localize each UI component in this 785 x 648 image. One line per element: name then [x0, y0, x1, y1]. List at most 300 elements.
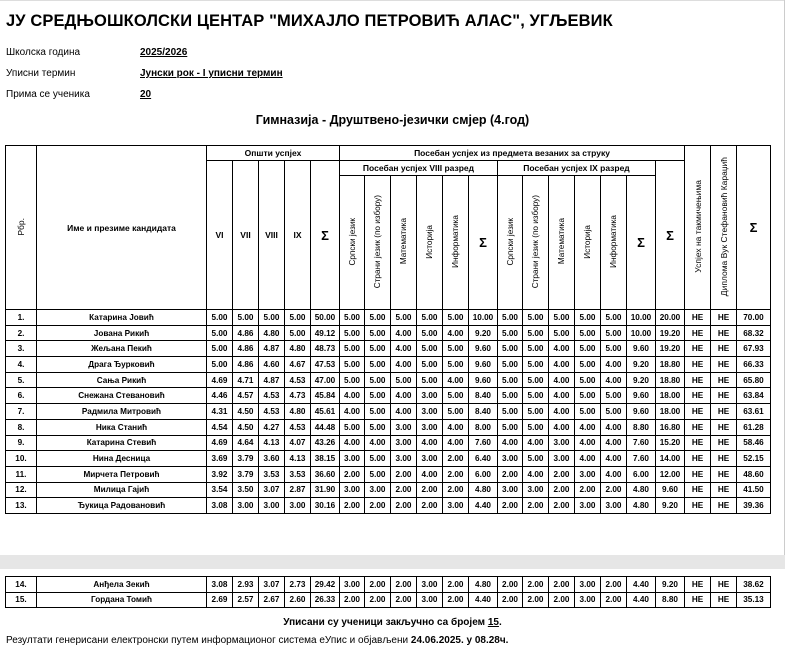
- cell-special8: 3.00: [417, 592, 443, 608]
- cell-general: 4.50: [233, 404, 259, 420]
- cell-competitions: НЕ: [685, 357, 711, 373]
- cell-name: Снежана Стевановић: [37, 388, 207, 404]
- cell-general: 4.69: [207, 372, 233, 388]
- cell-general: 2.93: [233, 577, 259, 593]
- cell-total: 52.15: [737, 451, 771, 467]
- cell-special9: 3.00: [549, 435, 575, 451]
- cell-special9: 2.00: [601, 482, 627, 498]
- cell-general: 3.53: [285, 466, 311, 482]
- cell-general: 3.00: [233, 498, 259, 514]
- cell-special9: 9.60: [627, 404, 656, 420]
- cell-general: 4.86: [233, 341, 259, 357]
- cell-special8: 3.00: [340, 577, 365, 593]
- cell-general: 4.13: [285, 451, 311, 467]
- cell-general: 4.86: [233, 325, 259, 341]
- cell-rb: 7.: [6, 404, 37, 420]
- cell-rb: 2.: [6, 325, 37, 341]
- cell-special8: 3.00: [340, 451, 365, 467]
- cell-name: Катарина Стевић: [37, 435, 207, 451]
- table-row: [6, 404, 771, 420]
- cell-rb: 11.: [6, 466, 37, 482]
- cell-special8: 5.00: [417, 357, 443, 373]
- cell-name: Милица Гајић: [37, 482, 207, 498]
- cell-general: 4.50: [233, 419, 259, 435]
- cell-special8: 9.60: [469, 372, 498, 388]
- cell-general: 3.08: [207, 498, 233, 514]
- header-special-sigma: Σ: [656, 161, 685, 310]
- cell-special9: 4.00: [575, 435, 601, 451]
- table-row: [6, 435, 771, 451]
- cell-special9: 3.00: [575, 466, 601, 482]
- header-special8: Посебан успјех VIII разред: [340, 161, 498, 176]
- table-row: [6, 357, 771, 373]
- cell-rb: 4.: [6, 357, 37, 373]
- cell-general: 4.87: [259, 372, 285, 388]
- results-table: [5, 145, 771, 514]
- cell-special9: 5.00: [601, 325, 627, 341]
- cell-special9: 7.60: [627, 451, 656, 467]
- cell-diploma: НЕ: [711, 498, 737, 514]
- cell-general: 4.87: [259, 341, 285, 357]
- cell-diploma: НЕ: [711, 419, 737, 435]
- cell-name: Анђела Зекић: [37, 577, 207, 593]
- cell-special8: 3.00: [391, 435, 417, 451]
- cell-special8: 4.00: [340, 388, 365, 404]
- cell-special8: 7.60: [469, 435, 498, 451]
- cell-competitions: НЕ: [685, 372, 711, 388]
- cell-special8: 2.00: [340, 592, 365, 608]
- table-row: [6, 325, 771, 341]
- header-competitions: Успјех на такмичењима: [685, 146, 711, 310]
- cell-general: 31.90: [311, 482, 340, 498]
- cell-special8: 5.00: [365, 357, 391, 373]
- info-accepted-count: [6, 89, 152, 100]
- cell-special8: 5.00: [443, 310, 469, 326]
- table-row: [6, 498, 771, 514]
- cell-special9: 2.00: [601, 577, 627, 593]
- cell-special8: 5.00: [365, 451, 391, 467]
- cell-general: 5.00: [285, 310, 311, 326]
- cell-special8: 5.00: [365, 341, 391, 357]
- cell-total: 65.80: [737, 372, 771, 388]
- cell-general: 5.00: [259, 310, 285, 326]
- cell-special8: 5.00: [365, 388, 391, 404]
- cell-special8: 4.00: [391, 404, 417, 420]
- cell-general: 45.61: [311, 404, 340, 420]
- cell-total: 38.62: [737, 577, 771, 593]
- cell-name: Ника Станић: [37, 419, 207, 435]
- cell-rb: 12.: [6, 482, 37, 498]
- cell-special8: 3.00: [417, 451, 443, 467]
- generated-date: 24.06.2025. у 08.28ч.: [410, 635, 509, 646]
- cell-general: 4.53: [285, 372, 311, 388]
- cell-special9: 9.60: [627, 341, 656, 357]
- cell-special9: 2.00: [523, 498, 549, 514]
- cell-special9: 4.00: [523, 466, 549, 482]
- cell-general: 2.57: [233, 592, 259, 608]
- cell-special9: 2.00: [549, 498, 575, 514]
- cell-special9: 9.60: [627, 388, 656, 404]
- cell-special8: 4.00: [340, 404, 365, 420]
- cell-special9: 5.00: [549, 325, 575, 341]
- cell-general: 5.00: [233, 310, 259, 326]
- cell-special9: 4.00: [575, 451, 601, 467]
- cell-special8: 3.00: [417, 577, 443, 593]
- cell-special8: 2.00: [443, 482, 469, 498]
- info-label: Прима се ученика: [6, 89, 90, 100]
- cell-general: 4.69: [207, 435, 233, 451]
- cell-rb: 9.: [6, 435, 37, 451]
- cell-special8: 2.00: [391, 592, 417, 608]
- cell-special8: 5.00: [365, 325, 391, 341]
- cell-special-sum: 19.20: [656, 325, 685, 341]
- cell-special9: 3.00: [523, 482, 549, 498]
- header-subject: Српски језик: [340, 176, 365, 310]
- cell-special8: 5.00: [443, 341, 469, 357]
- cell-general: 4.46: [207, 388, 233, 404]
- cell-diploma: НЕ: [711, 372, 737, 388]
- cell-special8: 2.00: [340, 466, 365, 482]
- cell-special8: 4.80: [469, 482, 498, 498]
- cell-competitions: НЕ: [685, 451, 711, 467]
- cell-total: 58.46: [737, 435, 771, 451]
- page-break: [0, 555, 785, 569]
- enrolled-number: 15: [487, 617, 499, 628]
- cell-special9: 4.00: [575, 419, 601, 435]
- cell-special9: 6.00: [627, 466, 656, 482]
- cell-rb: 3.: [6, 341, 37, 357]
- info-value: Јунски рок - I уписни термин: [140, 68, 283, 79]
- cell-special9: 2.00: [498, 577, 523, 593]
- cell-special8: 2.00: [443, 451, 469, 467]
- cell-special9: 2.00: [549, 482, 575, 498]
- cell-special9: 4.00: [549, 357, 575, 373]
- top-border: [0, 0, 785, 1]
- cell-total: 63.84: [737, 388, 771, 404]
- cell-special8: 2.00: [365, 592, 391, 608]
- cell-special8: 2.00: [391, 466, 417, 482]
- cell-diploma: НЕ: [711, 435, 737, 451]
- header-subject: Информатика: [601, 176, 627, 310]
- cell-special8: 3.00: [417, 404, 443, 420]
- cell-diploma: НЕ: [711, 310, 737, 326]
- cell-general: 4.80: [285, 341, 311, 357]
- cell-special9: 5.00: [575, 372, 601, 388]
- info-value: 2025/2026: [140, 47, 188, 58]
- cell-competitions: НЕ: [685, 482, 711, 498]
- cell-special8: 5.00: [443, 388, 469, 404]
- cell-diploma: НЕ: [711, 404, 737, 420]
- cell-diploma: НЕ: [711, 592, 737, 608]
- cell-general: 4.27: [259, 419, 285, 435]
- cell-general: 50.00: [311, 310, 340, 326]
- cell-special9: 9.20: [627, 357, 656, 373]
- header-special: Посебан успјех из предмета везаних за струку: [340, 146, 685, 161]
- header-general: Општи успјех: [207, 146, 340, 161]
- header-grade-ix: IX: [285, 161, 311, 310]
- cell-general: 4.13: [259, 435, 285, 451]
- cell-special9: 7.60: [627, 435, 656, 451]
- cell-diploma: НЕ: [711, 482, 737, 498]
- cell-competitions: НЕ: [685, 498, 711, 514]
- cell-special9: 5.00: [575, 388, 601, 404]
- header-general-sigma: Σ: [311, 161, 340, 310]
- cell-special8: 5.00: [340, 372, 365, 388]
- cell-special9: 4.00: [549, 388, 575, 404]
- cell-special8: 3.00: [391, 419, 417, 435]
- cell-special9: 2.00: [523, 577, 549, 593]
- cell-special8: 5.00: [443, 357, 469, 373]
- cell-name: Јована Рикић: [37, 325, 207, 341]
- header-diploma: Диплома Вук Стефановић Караџић: [711, 146, 737, 310]
- cell-special8: 2.00: [443, 592, 469, 608]
- program-title: Гимназија - Друштвено-језички смјер (4.год): [255, 113, 530, 127]
- cell-general: 4.64: [233, 435, 259, 451]
- cell-total: 68.32: [737, 325, 771, 341]
- cell-general: 3.54: [207, 482, 233, 498]
- cell-general: 2.67: [259, 592, 285, 608]
- enrolled-text: Уписани су ученици закључно са бројем: [283, 617, 486, 628]
- cell-general: 43.26: [311, 435, 340, 451]
- header-subject: Математика: [549, 176, 575, 310]
- cell-general: 4.71: [233, 372, 259, 388]
- cell-special9: 2.00: [498, 498, 523, 514]
- cell-special9: 2.00: [549, 592, 575, 608]
- cell-special9: 3.00: [575, 498, 601, 514]
- cell-special9: 4.00: [498, 435, 523, 451]
- cell-special9: 5.00: [523, 372, 549, 388]
- cell-special9: 5.00: [523, 388, 549, 404]
- cell-special9: 4.00: [523, 435, 549, 451]
- cell-special8: 8.40: [469, 388, 498, 404]
- cell-special9: 5.00: [498, 372, 523, 388]
- cell-special8: 5.00: [365, 404, 391, 420]
- cell-special8: 5.00: [340, 325, 365, 341]
- cell-special8: 6.40: [469, 451, 498, 467]
- cell-special9: 2.00: [601, 592, 627, 608]
- generated-note: [6, 635, 508, 646]
- cell-special8: 4.00: [391, 341, 417, 357]
- cell-special9: 10.00: [627, 325, 656, 341]
- table-row: [6, 466, 771, 482]
- cell-general: 48.73: [311, 341, 340, 357]
- cell-general: 2.60: [285, 592, 311, 608]
- cell-special9: 5.00: [498, 310, 523, 326]
- cell-special8: 5.00: [365, 372, 391, 388]
- cell-general: 4.80: [285, 404, 311, 420]
- cell-general: 4.73: [285, 388, 311, 404]
- header-rb: Рбр.: [6, 146, 37, 310]
- cell-special-sum: 18.80: [656, 372, 685, 388]
- cell-general: 3.00: [259, 498, 285, 514]
- cell-special8: 2.00: [443, 466, 469, 482]
- table-row: [6, 451, 771, 467]
- cell-special8: 5.00: [417, 341, 443, 357]
- cell-special8: 5.00: [340, 419, 365, 435]
- cell-special8: 3.00: [417, 388, 443, 404]
- cell-general: 3.07: [259, 482, 285, 498]
- cell-name: Радмила Митровић: [37, 404, 207, 420]
- cell-special9: 8.80: [627, 419, 656, 435]
- cell-special8: 4.40: [469, 592, 498, 608]
- cell-general: 4.86: [233, 357, 259, 373]
- cell-total: 41.50: [737, 482, 771, 498]
- cell-special9: 4.00: [549, 419, 575, 435]
- cell-special9: 5.00: [549, 310, 575, 326]
- cell-special-sum: 9.20: [656, 577, 685, 593]
- cell-total: 35.13: [737, 592, 771, 608]
- cell-general: 4.07: [285, 435, 311, 451]
- table-row: [6, 577, 771, 593]
- info-label: Школска година: [6, 47, 81, 58]
- cell-general: 3.92: [207, 466, 233, 482]
- cell-general: 3.60: [259, 451, 285, 467]
- cell-general: 5.00: [207, 341, 233, 357]
- cell-diploma: НЕ: [711, 341, 737, 357]
- cell-special9: 2.00: [498, 466, 523, 482]
- cell-special8: 3.00: [365, 482, 391, 498]
- cell-diploma: НЕ: [711, 357, 737, 373]
- cell-competitions: НЕ: [685, 341, 711, 357]
- cell-special8: 4.00: [340, 435, 365, 451]
- cell-name: Жељана Пекић: [37, 341, 207, 357]
- cell-special-sum: 12.00: [656, 466, 685, 482]
- cell-total: 70.00: [737, 310, 771, 326]
- cell-special8: 3.00: [340, 482, 365, 498]
- cell-general: 44.48: [311, 419, 340, 435]
- cell-competitions: НЕ: [685, 310, 711, 326]
- cell-name: Драга Ђурковић: [37, 357, 207, 373]
- table-row: [6, 310, 771, 326]
- cell-special9: 2.00: [523, 592, 549, 608]
- cell-general: 4.53: [285, 419, 311, 435]
- cell-general: 47.53: [311, 357, 340, 373]
- cell-general: 45.84: [311, 388, 340, 404]
- cell-special8: 3.00: [443, 498, 469, 514]
- cell-name: Ђукица Радовановић: [37, 498, 207, 514]
- cell-general: 3.08: [207, 577, 233, 593]
- cell-general: 47.00: [311, 372, 340, 388]
- cell-special8: 2.00: [443, 577, 469, 593]
- cell-general: 5.00: [207, 325, 233, 341]
- cell-special8: 5.00: [340, 310, 365, 326]
- cell-name: Сања Рикић: [37, 372, 207, 388]
- cell-special8: 2.00: [365, 577, 391, 593]
- cell-special9: 4.00: [549, 372, 575, 388]
- cell-special8: 5.00: [365, 310, 391, 326]
- cell-name: Гордана Томић: [37, 592, 207, 608]
- header-subject: Историја: [575, 176, 601, 310]
- cell-general: 36.60: [311, 466, 340, 482]
- cell-special-sum: 19.20: [656, 341, 685, 357]
- cell-diploma: НЕ: [711, 388, 737, 404]
- cell-special9: 2.00: [575, 482, 601, 498]
- cell-competitions: НЕ: [685, 435, 711, 451]
- cell-special8: 4.80: [469, 577, 498, 593]
- header-special9-sigma: Σ: [627, 176, 656, 310]
- cell-rb: 8.: [6, 419, 37, 435]
- cell-special8: 8.00: [469, 419, 498, 435]
- cell-special8: 2.00: [417, 498, 443, 514]
- header-grade-vii: VII: [233, 161, 259, 310]
- cell-special-sum: 9.60: [656, 482, 685, 498]
- cell-general: 5.00: [285, 325, 311, 341]
- cell-special9: 4.00: [549, 341, 575, 357]
- cell-general: 5.00: [207, 357, 233, 373]
- header-grade-vi: VI: [207, 161, 233, 310]
- cell-general: 4.57: [233, 388, 259, 404]
- header-name: Име и презиме кандидата: [37, 146, 207, 310]
- cell-special9: 5.00: [575, 325, 601, 341]
- cell-general: 3.07: [259, 577, 285, 593]
- cell-general: 5.00: [207, 310, 233, 326]
- cell-rb: 10.: [6, 451, 37, 467]
- cell-special8: 5.00: [365, 466, 391, 482]
- cell-competitions: НЕ: [685, 419, 711, 435]
- cell-special8: 4.00: [443, 419, 469, 435]
- cell-rb: 15.: [6, 592, 37, 608]
- cell-special8: 5.00: [417, 372, 443, 388]
- cell-special8: 4.40: [469, 498, 498, 514]
- cell-special9: 2.00: [549, 466, 575, 482]
- header-subject: Историја: [417, 176, 443, 310]
- cell-special8: 5.00: [340, 341, 365, 357]
- cell-total: 61.28: [737, 419, 771, 435]
- enrolled-note: [0, 617, 785, 628]
- cell-total: 48.60: [737, 466, 771, 482]
- cell-special9: 4.40: [627, 592, 656, 608]
- header-subject: Страни језик (по избору): [365, 176, 391, 310]
- table-row: [6, 482, 771, 498]
- header-subject: Српски језик: [498, 176, 523, 310]
- header-subject: Математика: [391, 176, 417, 310]
- cell-competitions: НЕ: [685, 592, 711, 608]
- cell-special8: 4.00: [391, 357, 417, 373]
- cell-special8: 4.00: [391, 388, 417, 404]
- cell-special8: 2.00: [391, 482, 417, 498]
- cell-special9: 9.20: [627, 372, 656, 388]
- cell-general: 3.79: [233, 451, 259, 467]
- cell-special-sum: 9.20: [656, 498, 685, 514]
- cell-special9: 4.00: [601, 357, 627, 373]
- cell-general: 4.53: [259, 388, 285, 404]
- cell-special9: 5.00: [601, 388, 627, 404]
- cell-competitions: НЕ: [685, 388, 711, 404]
- cell-general: 3.50: [233, 482, 259, 498]
- cell-special9: 5.00: [523, 310, 549, 326]
- cell-general: 3.79: [233, 466, 259, 482]
- school-title: ЈУ СРЕДЊОШКОЛСКИ ЦЕНТАР "МИХАЈЛО ПЕТРОВИЋ АЛАС", УГЉЕВИК: [6, 12, 613, 30]
- cell-special9: 4.00: [601, 435, 627, 451]
- header-total-sigma: Σ: [737, 146, 771, 310]
- cell-rb: 13.: [6, 498, 37, 514]
- cell-special9: 3.00: [575, 592, 601, 608]
- cell-diploma: НЕ: [711, 325, 737, 341]
- cell-general: 26.33: [311, 592, 340, 608]
- cell-total: 63.61: [737, 404, 771, 420]
- cell-special9: 3.00: [601, 498, 627, 514]
- cell-special8: 5.00: [391, 372, 417, 388]
- cell-special-sum: 8.80: [656, 592, 685, 608]
- cell-competitions: НЕ: [685, 577, 711, 593]
- cell-total: 39.36: [737, 498, 771, 514]
- info-value: 20: [140, 89, 152, 100]
- cell-special9: 4.00: [549, 404, 575, 420]
- cell-special-sum: 20.00: [656, 310, 685, 326]
- cell-special8: 4.00: [443, 435, 469, 451]
- cell-special9: 2.00: [549, 577, 575, 593]
- cell-general: 49.12: [311, 325, 340, 341]
